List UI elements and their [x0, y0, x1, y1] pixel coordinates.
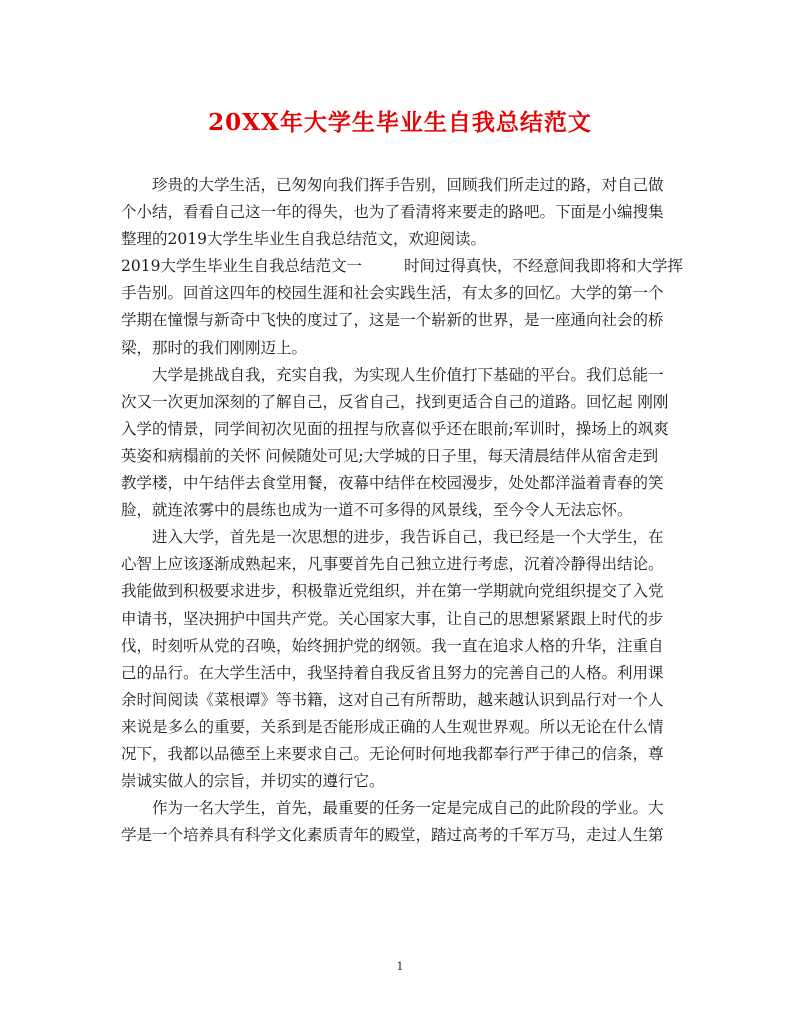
section-heading: 2019大学生毕业生自我总结范文一: [121, 257, 362, 276]
intro-line: 珍贵的大学生活，已匆匆向我们挥手告别，回顾我们所走过的路，对自己做: [152, 176, 664, 194]
section-heading-continuation: 时间过得真快，不经意间我即将和大学挥: [403, 257, 683, 276]
paragraph-line: 作为一名大学生，首先，最重要的任务一定是完成自己的此阶段的学业。大: [152, 799, 664, 818]
paragraph-line: 进入大学，首先是一次思想的进步，我告诉自己，我已经是一个大学生，在: [152, 528, 664, 547]
paragraph-line: 己的品行。在大学生活中，我坚持着自我反省且努力的完善自己的人格。利用课: [121, 663, 664, 682]
paragraph-line: 学期在憧憬与新奇中飞快的度过了，这是一个崭新的世界，是一座通向社会的桥: [121, 311, 664, 330]
document-body: [121, 172, 681, 849]
paragraph-line: 手告别。回首这四年的校园生涯和社会实践生活，有太多的回忆。大学的第一个: [121, 284, 664, 303]
paragraph-line: 脸，就连浓雾中的晨练也成为一道不可多得的风景线，至今令人无法忘怀。: [121, 501, 633, 520]
paragraph-line: 伐，时刻听从党的召唤，始终拥护党的纲领。我一直在追求人格的升华，注重自: [121, 636, 664, 655]
paragraph-line: 我能做到积极要求进步，积极靠近党组织，并在第一学期就向党组织提交了入党: [121, 582, 664, 601]
paragraph-line: 心智上应该逐渐成熟起来，凡事要首先自己独立进行考虑，沉着冷静得出结论。: [121, 555, 664, 574]
paragraph-line: 教学楼，中午结伴去食堂用餐，夜幕中结伴在校园漫步，处处都洋溢着青春的笑: [121, 474, 664, 493]
paragraph-line: 况下，我都以品德至上来要求自己。无论何时何地我都奉行严于律己的信条，尊: [121, 744, 664, 763]
paragraph-line: 英姿和病榻前的关怀 问候随处可见;大学城的日子里，每天清晨结伴从宿舍走到: [121, 446, 659, 465]
paragraph-line: 次又一次更加深刻的了解自己，反省自己，找到更适合自己的道路。回忆起 刚刚: [121, 392, 669, 411]
paragraph-line: 大学是挑战自我，充实自我，为实现人生价值打下基础的平台。我们总能一: [152, 365, 664, 384]
page-number: 1: [396, 960, 404, 973]
paragraph-line: 来说是多么的重要，关系到是否能形成正确的人生观世界观。所以无论在什么情: [121, 717, 664, 736]
paragraph-line: 学是一个培养具有科学文化素质青年的殿堂，踏过高考的千军万马，走过人生第: [121, 826, 664, 845]
document-title: 20XX年大学生毕业生自我总结范文: [208, 109, 592, 136]
paragraph-line: 梁，那时的我们刚刚迈上。: [121, 338, 308, 357]
intro-line: 个小结，看看自己这一年的得失，也为了看清将来要走的路吧。下面是小编搜集: [121, 203, 664, 222]
intro-line: 整理的2019大学生毕业生自我总结范文，欢迎阅读。: [121, 230, 486, 249]
section-heading-line: [121, 253, 681, 280]
paragraph-line: 崇诚实做人的宗旨，并切实的遵行它。: [121, 772, 385, 791]
paragraph-line: 入学的情景，同学间初次见面的扭捏与欣喜似乎还在眼前;军训时，操场上的飒爽: [121, 419, 669, 438]
paragraph-line: 余时间阅读《菜根谭》等书籍，这对自己有所帮助，越来越认识到品行对一个人: [121, 690, 664, 709]
paragraph-line: 申请书，坚决拥护中国共产党。关心国家大事，让自己的思想紧紧跟上时代的步: [121, 609, 664, 628]
